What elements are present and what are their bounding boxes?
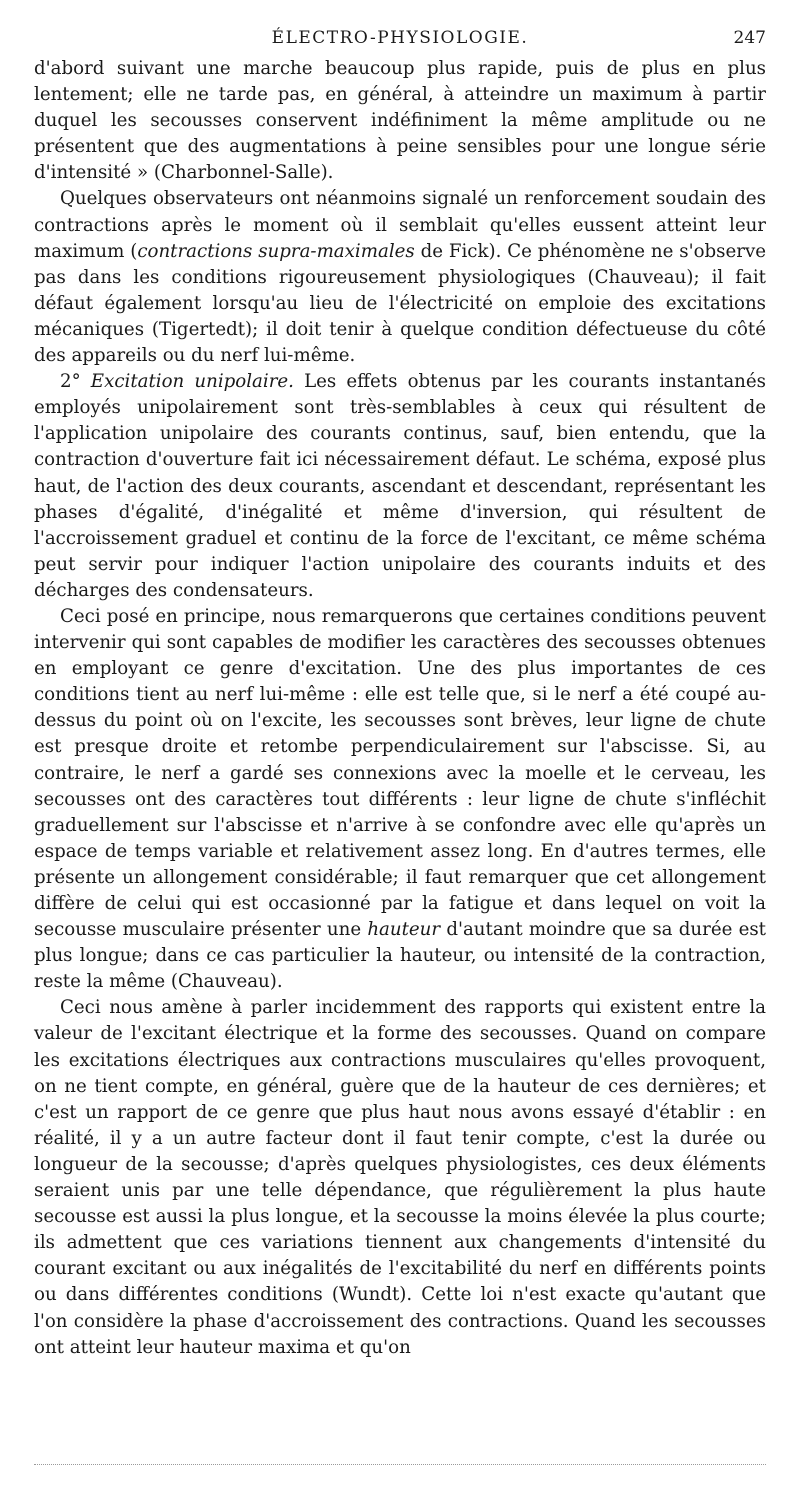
paragraph-4-text-b: d'autant moindre que sa durée est plus longue; dans ce cas particulier la hauteur, ou intensité de la contraction, reste la même (Chauveau). (34, 919, 766, 993)
paragraph-4 (34, 604, 766, 995)
paragraph-3 (34, 369, 766, 604)
paragraph-2-italic: contractions supra-maximales (137, 240, 415, 262)
page-number: 247 (733, 28, 766, 48)
body-text (34, 56, 766, 1361)
paragraph-4-text-a: Ceci posé en principe, nous remarquerons que certaines conditions peuvent intervenir qui sont capables de modifier les caractères des secousses obtenues en employant ce genre d'excitation. Une des plus importantes de ces conditions tient au nerf lui-même : elle est telle que, si le nerf a été coupé au-dessus du point où on l'excite, les secousses sont brèves, leur ligne de chute est presque droite et retombe perpendiculairement sur l'abscisse. Si, au contraire, le nerf a gardé ses connexions avec la moelle et le cerveau, les secousses ont des caractères tout différents : leur ligne de chute s'infléchit graduellement sur l'abscisse et n'arrive à se confondre avec elle qu'après un espace de temps variable et relativement assez long. En d'autres termes, elle présente un allongement considérable; il faut remarquer que cet allongement diffère de celui qui est occasionné par la fatigue et dans lequel on voit la secousse musculaire présenter une (34, 605, 766, 941)
paragraph-1 (34, 56, 766, 186)
footer-rule (34, 1464, 766, 1465)
section-heading: Excitation unipolaire. (90, 371, 294, 393)
paragraph-1-text: d'abord suivant une marche beaucoup plus rapide, puis de plus en plus lentement; elle ne tarde pas, en général, à atteindre un maximum à partir duquel les secousses conservent indéfiniment la même amplitude ou ne présentent que des augmentations à peine sensibles pour une longue série d'intensité » (Charbonnel-Salle). (34, 58, 766, 184)
section-number: 2° (60, 371, 81, 393)
paragraph-2-text-b: de Fick). Ce phénomène ne s'observe pas dans les conditions rigoureusement physiologiques (Chauveau); il fait défaut également lorsqu'au lieu de l'électricité on emploie des excitations mécaniques (Tigertedt); il doit tenir à quelque condition défectueuse du côté des appareils ou du nerf lui-même. (34, 240, 766, 367)
paragraph-4-italic: hauteur (367, 919, 441, 941)
running-header (34, 28, 766, 54)
paragraph-2 (34, 186, 766, 369)
paragraph-3-text: Les effets obtenus par les courants instantanés employés unipolairement sont très-semblables à ceux qui résultent de l'application unipolaire des courants continus, sauf, bien entendu, que la contraction d'ouverture fait ici nécessairement défaut. Le schéma, exposé plus haut, de l'action des deux courants, ascendant et descendant, représentant les phases d'égalité, d'inégalité et même d'inversion, qui résultent de l'accroissement graduel et continu de la force de l'excitant, ce même schéma peut servir pour indiquer l'action unipolaire des courants induits et des décharges des condensateurs. (34, 371, 766, 601)
paragraph-2-text-a: Quelques observateurs ont néanmoins signalé un renforcement soudain des contractions après le moment où il semblait qu'elles eussent atteint leur maximum ( (34, 188, 766, 262)
paragraph-5-text: Ceci nous amène à parler incidemment des rapports qui existent entre la valeur de l'excitant électrique et la forme des secousses. Quand on compare les excitations électriques aux contractions musculaires qu'elles provoquent, on ne tient compte, en général, guère que de la hauteur de ces dernières; et c'est un rapport de ce genre que plus haut nous avons essayé d'établir : en réalité, il y a un autre facteur dont il faut tenir compte, c'est la durée ou longueur de la secousse; d'après quelques physiologistes, ces deux éléments seraient unis par une telle dépendance, que régulièrement la plus haute secousse est aussi la plus longue, et la secousse la moins élevée la plus courte; ils admettent que ces variations tiennent aux changements d'intensité du courant excitant ou aux inégalités de l'excitabilité du nerf en différents points ou dans différentes conditions (Wundt). Cette loi n'est exacte qu'autant que l'on considère la phase d'accroissement des contractions. Quand les secousses ont atteint leur hauteur maxima et qu'on (34, 997, 766, 1358)
running-title: ÉLECTRO-PHYSIOLOGIE. (271, 28, 529, 48)
paragraph-5 (34, 995, 766, 1360)
